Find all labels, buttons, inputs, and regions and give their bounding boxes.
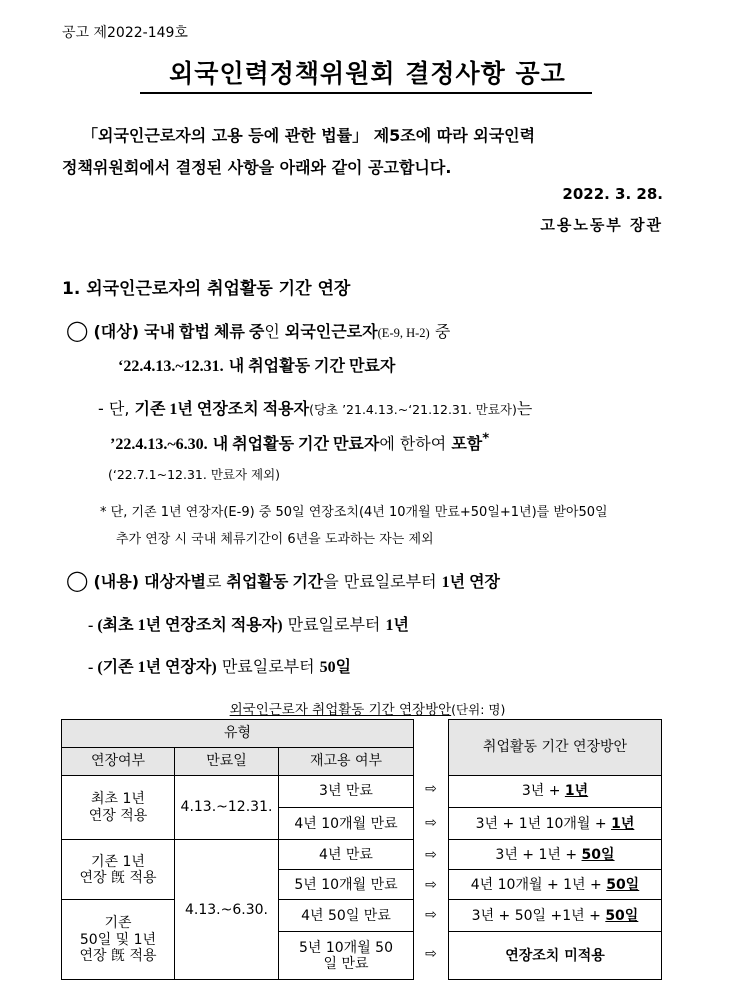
intro-line-2: 정책위원회에서 결정된 사항을 아래와 같이 공고합니다. xyxy=(62,158,452,177)
sub-item-existing-value: 50일 xyxy=(319,659,352,676)
group3-label xyxy=(62,900,175,980)
table-row-reemploy: 4년 10개월 만료 xyxy=(279,808,414,840)
included-end: 포함 xyxy=(451,436,483,453)
table-caption xyxy=(0,698,735,718)
content-text-a: 대상자별 xyxy=(144,574,206,591)
target-text-d: 중 xyxy=(434,322,451,341)
arrow-icon: ⇨ xyxy=(425,877,437,893)
sub-item-initial-label: - (최초 1년 연장조치 적용자) xyxy=(88,617,283,634)
arrow-icon: ⇨ xyxy=(425,781,437,797)
group2-label-1: 기존 1년 xyxy=(91,853,145,870)
header-extension: 연장여부 xyxy=(62,747,175,775)
exception-end: 는 xyxy=(516,399,533,418)
group2-label-2: 연장 旣 적용 xyxy=(79,869,157,886)
content-text-d: 을 만료일로부터 xyxy=(323,572,437,591)
table-row-plan: 3년 + 1년 xyxy=(449,775,662,807)
title-underline xyxy=(140,92,592,94)
table-row-reemploy: 4년 50일 만료 xyxy=(279,900,414,932)
minister-signature: 고용노동부 장관 xyxy=(540,216,663,234)
content-text-e: 1년 연장 xyxy=(441,574,501,591)
included-period-rest: 에 한하여 xyxy=(379,434,447,453)
header-type: 유형 xyxy=(62,720,414,748)
table-row-plan: 3년 + 1년 + 50일 xyxy=(449,840,662,870)
sub-item-initial-value: 1년 xyxy=(385,617,409,634)
included-period-desc: 내 취업활동 기간 만료자 xyxy=(212,436,380,453)
included-period-line xyxy=(110,431,489,454)
group1-label-1: 최초 1년 xyxy=(91,791,145,808)
group1-label-2: 연장 적용 xyxy=(88,807,148,824)
target-text-a: 국내 합법 체류 중 xyxy=(144,324,265,341)
section-heading: 1. 외국인근로자의 취업활동 기간 연장 xyxy=(62,279,351,299)
content-text-b: 로 xyxy=(205,572,222,591)
sub-item-initial xyxy=(88,612,409,635)
table-row-plan: 3년 + 50일 +1년 + 50일 xyxy=(449,900,662,932)
target-period-desc: 내 취업활동 기간 만료자 xyxy=(228,358,396,375)
header-expiry: 만료일 xyxy=(175,747,279,775)
sub-item-existing-text: 만료일로부터 xyxy=(221,657,315,676)
footnote-line-1: * 단, 기존 1년 연장자(E-9) 중 50일 연장조치(4년 10개월 만료+50일+1년)를 받아50일 xyxy=(100,505,608,520)
group1-label xyxy=(62,775,175,839)
intro-line-1: 「외국인근로자의 고용 등에 관한 법률」 제5조에 따라 외국인력 xyxy=(82,126,536,145)
exception-detail: (당초 ’21.4.13.~‘21.12.31. 만료자) xyxy=(309,402,517,417)
footnote-marker: * xyxy=(482,431,490,447)
target-line xyxy=(66,318,450,342)
exception-line xyxy=(98,396,532,419)
group23-expiry: 4.13.~6.30. xyxy=(175,840,279,980)
target-period: ‘22.4.13.~12.31. xyxy=(118,358,224,375)
table-caption-title: 외국인근로자 취업활동 기간 연장방안 xyxy=(229,702,452,718)
plan-table xyxy=(448,719,662,980)
arrow-icon: ⇨ xyxy=(425,907,437,923)
target-text-c: 외국인근로자 xyxy=(284,324,378,341)
arrow-icon: ⇨ xyxy=(425,815,437,831)
notice-number: 공고 제2022-149호 xyxy=(62,25,188,41)
arrow-icon: ⇨ xyxy=(425,946,437,962)
content-text-c: 취업활동 기간 xyxy=(226,574,324,591)
sub-item-existing xyxy=(88,654,351,677)
announcement-date: 2022. 3. 28. xyxy=(562,185,663,203)
table-unit: (단위: 명) xyxy=(451,702,506,717)
exclusion-note: (‘22.7.1~12.31. 만료자 제외) xyxy=(108,467,281,482)
table-row-reemploy: 5년 10개월 50일 만료 xyxy=(279,932,414,980)
target-label: (대상) xyxy=(93,322,140,341)
sub-item-existing-label: - (기존 1년 연장자) xyxy=(88,659,217,676)
table-row-plan: 3년 + 1년 10개월 + 1년 xyxy=(449,808,662,840)
exception-bold: 기존 1년 연장조치 적용자 xyxy=(134,401,310,418)
arrow-icon: ⇨ xyxy=(425,847,437,863)
group1-expiry: 4.13.~12.31. xyxy=(175,775,279,839)
group3-label-1: 기존 xyxy=(104,915,132,932)
exception-prefix: - 단, xyxy=(98,399,130,418)
content-line xyxy=(66,568,500,592)
content-label: (내용) xyxy=(93,572,140,591)
target-visa: (E-9, H-2) xyxy=(377,326,430,340)
sub-item-initial-text: 만료일로부터 xyxy=(287,615,381,634)
table-row-plan: 연장조치 미적용 xyxy=(449,932,662,980)
target-period-line xyxy=(118,353,395,376)
table-row-reemploy: 3년 만료 xyxy=(279,775,414,807)
page-title: 외국인력정책위원회 결정사항 공고 xyxy=(169,59,566,88)
table-row-reemploy: 5년 10개월 만료 xyxy=(279,870,414,900)
target-text-b: 인 xyxy=(264,322,280,341)
type-table xyxy=(61,719,414,980)
footnote-line-2: 추가 연장 시 국내 체류기간이 6년을 도과하는 자는 제외 xyxy=(116,532,434,547)
included-period: ’22.4.13.~6.30. xyxy=(110,436,208,453)
table-row-reemploy: 4년 만료 xyxy=(279,840,414,870)
circle-bullet-icon: ◯ xyxy=(66,568,89,592)
group3-label-2: 50일 및 1년 xyxy=(79,931,157,948)
group2-label xyxy=(62,840,175,900)
table-row-plan: 4년 10개월 + 1년 + 50일 xyxy=(449,870,662,900)
group3-label-3: 연장 旣 적용 xyxy=(79,947,157,964)
header-reemploy: 재고용 여부 xyxy=(279,747,414,775)
header-plan: 취업활동 기간 연장방안 xyxy=(449,720,662,776)
circle-bullet-icon: ◯ xyxy=(66,318,89,342)
